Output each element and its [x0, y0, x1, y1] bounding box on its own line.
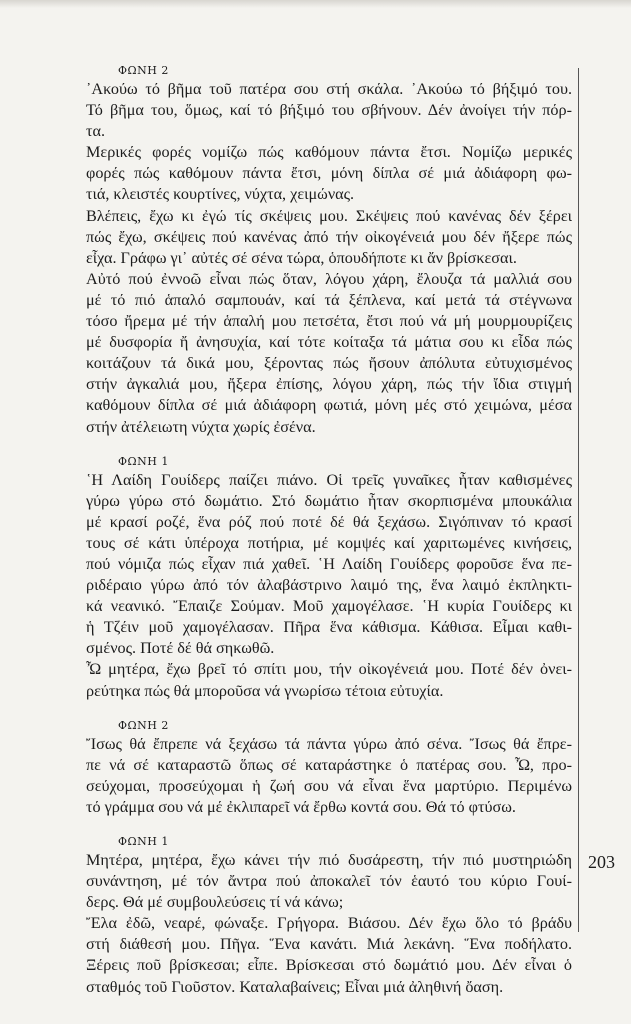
text-line: συνάντηση, μέ τόν ἄντρα πού ἀποκαλεῖ τόν ἑαυτό του κύριο Γουί- — [86, 872, 572, 891]
text-line: ρεύτηκα πώς θά μποροῦσα νά γνωρίσω τέτοια εὐτυχία. — [86, 681, 444, 700]
text-line: ᾿Ακούω τό βῆμα τοῦ πατέρα σου στή σκάλα. ᾿Ακούω τό βήξιμό του. — [86, 80, 572, 98]
text-line: πού νόμιζα πώς εἶχαν πιά χαθεῖ. ῾Η Λαίδη Γουίδερς φοροῦσε ἕνα πε- — [86, 554, 572, 573]
section-gap — [86, 438, 572, 449]
paragraph — [86, 734, 572, 818]
speaker-section — [86, 449, 572, 702]
speaker-heading: ΦΩΝΗ 2 — [118, 64, 169, 77]
text-line: πώς ἔχω, σκέψεις πού κανένας ἀπό τήν οἰκογένειά μου δέν ἤξερε πώς — [86, 227, 572, 246]
text-line: στήν ἀτέλειωτη νύχτα χωρίς ἐσένα. — [86, 417, 316, 436]
text-line: καθόμουν δίπλα σέ μιά ἀδιάφορη φωτιά, μόνη μές στό χειμώνα, μέσα — [86, 396, 572, 415]
text-line: τόσο ἤρεμα μέ τήν ἁπαλή μου πετσέτα, ἔτσι πού νά μή μουρμουρίζεις — [86, 312, 572, 331]
text-line: Ἴσως θά ἔπρεπε νά ξεχάσω τά πάντα γύρω ἀπό σένα. Ἴσως θά ἔπρε- — [86, 734, 572, 753]
text-line: μέ δυσφορία ἤ ἀνησυχία, καί τότε κοίταξα τά μάτια σου κι εἶδα πώς — [86, 333, 572, 352]
text-line: σταθμός τοῦ Γιοῦστον. Καταλαβαίνεις; Εἶναι μιά ἀληθινή ὄαση. — [86, 977, 504, 996]
text-line: Ἔλα ἐδῶ, νεαρέ, φώναξε. Γρήγορα. Βιάσου. Δέν ἔχω ὅλο τό βράδυ — [86, 914, 572, 933]
body-text — [86, 58, 572, 998]
page-edge — [0, 0, 631, 8]
text-line: τους σέ κάτι ὑπέροχα ποτήρια, μέ κομψές καί χαριτωμένες κινήσεις, — [86, 533, 572, 552]
text-line: στή διάθεσή μου. Πῆγα. Ἕνα κανάτι. Μιά λεκάνη. Ἕνα ποδήλατο. — [86, 935, 572, 954]
text-line: φορές πώς καθόμουν πάντα ἔτσι, μόνη δίπλα σέ μιά ἀδιάφορη φω- — [86, 164, 572, 183]
margin-rule — [578, 68, 579, 932]
text-line: δερς. Θά μέ συμβουλεύσεις τί νά κάνω; — [86, 893, 344, 912]
paragraph — [86, 269, 572, 438]
text-line: εἶχα. Γράφω γι᾿ αὐτές σέ σένα τώρα, ὁπουδήποτε κι ἄν βρίσκεσαι. — [86, 248, 517, 267]
text-line: μέ τό πιό ἁπαλό σαμπουάν, καί τά ξέπλενα, καί μετά τά στέγνωνα — [86, 290, 572, 309]
text-line: μέ κρασί ροζέ, ἕνα ρόζ πού ποτέ δέ θά ξεχάσω. Σιγόπιναν τό κρασί — [86, 512, 572, 531]
text-line: ῾Η Λαίδη Γουίδερς παίζει πιάνο. Οἱ τρεῖς γυναῖκες ἦταν καθισμένες — [86, 470, 572, 489]
text-line: Μερικές φορές νομίζω πώς καθόμουν πάντα ἔτσι. Νομίζω μερικές — [86, 143, 572, 162]
speaker-heading: ΦΩΝΗ 2 — [118, 718, 169, 732]
paragraph — [86, 659, 572, 701]
paragraph — [86, 206, 572, 269]
text-line: ριδέραιο γύρω ἀπό τόν ἀλαβάστρινο λαιμό της, ἕνα λαιμό ἐκπληκτι- — [86, 576, 572, 595]
section-gap — [86, 818, 572, 829]
speaker-heading: ΦΩΝΗ 1 — [118, 454, 169, 468]
text-line: στήν ἀγκαλιά μου, ἤξερα ἐπίσης, λόγου χάρη, πώς τήν ἴδια στιγμή — [86, 375, 572, 394]
text-line: τιά, κλειστές κουρτίνες, νύχτα, χειμώνας. — [86, 185, 355, 204]
text-line: πε νά σέ καταραστῶ ὅπως σέ καταράστηκε ὁ πατέρας σου. Ὦ, προ- — [86, 755, 572, 774]
speaker-section — [86, 58, 572, 438]
speaker-section — [86, 713, 572, 818]
speaker-section — [86, 829, 572, 998]
text-line: κά νεανικό. Ἔπαιζε Σούμαν. Μοῦ χαμογέλασε. ῾Η κυρία Γουίδερς κι — [86, 597, 572, 616]
paragraph — [86, 142, 572, 205]
text-line: ἡ Τζέιν μοῦ χαμογέλασαν. Πῆρα ἕνα κάθισμα. Κάθισα. Εἶμαι καθι- — [86, 618, 572, 637]
page-number: 203 — [588, 852, 615, 872]
text-line: σεύχομαι, προσεύχομαι ἡ ζωή σου νά εἶναι ἕνα μαρτύριο. Περιμένω — [86, 776, 572, 795]
text-line: γύρω γύρω στό δωμάτιο. Στό δωμάτιο ἦταν σκορπισμένα μπουκάλια — [86, 491, 572, 510]
text-line: σμένος. Ποτέ δέ θά σηκωθῶ. — [86, 639, 275, 658]
speaker-heading: ΦΩΝΗ 1 — [118, 835, 169, 848]
text-line: Βλέπεις, ἔχω κι ἐγώ τίς σκέψεις μου. Σκέψεις πού κανένας δέν ξέρει — [86, 206, 572, 225]
paragraph — [86, 850, 572, 913]
text-line: τό γράμμα σου νά μέ ἐκλιπαρεῖ νά ἔρθω κοντά σου. Θά τό φτύσω. — [86, 797, 516, 816]
text-line: Τό βῆμα του, ὅμως, καί τό βήξιμό του σβήνουν. Δέν ἀνοίγει τήν πόρ- — [86, 101, 572, 120]
text-line: Ξέρεις ποῦ βρίσκεσαι; εἶπε. Βρίσκεσαι στό δωμάτιό μου. Δέν εἶναι ὁ — [86, 956, 572, 975]
text-line: κοιτάζουν τά δικά μου, ξέροντας πώς ἤσουν ἀπόλυτα εὐτυχισμένος — [86, 354, 572, 373]
text-line: Αὐτό πού ἐννοῶ εἶναι πώς ὅταν, λόγου χάρη, ἔλουζα τά μαλλιά σου — [86, 269, 572, 288]
text-line: Μητέρα, μητέρα, ἔχω κάνει τήν πιό δυσάρεστη, τήν πιό μυστηριώδη — [86, 851, 572, 869]
section-gap — [86, 702, 572, 713]
paragraph — [86, 913, 572, 997]
text-line: Ὦ μητέρα, ἔχω βρεῖ τό σπίτι μου, τήν οἰκογένειά μου. Ποτέ δέν ὀνει- — [86, 660, 572, 679]
paragraph — [86, 470, 572, 660]
paragraph — [86, 79, 572, 142]
text-line: τα. — [86, 122, 106, 141]
